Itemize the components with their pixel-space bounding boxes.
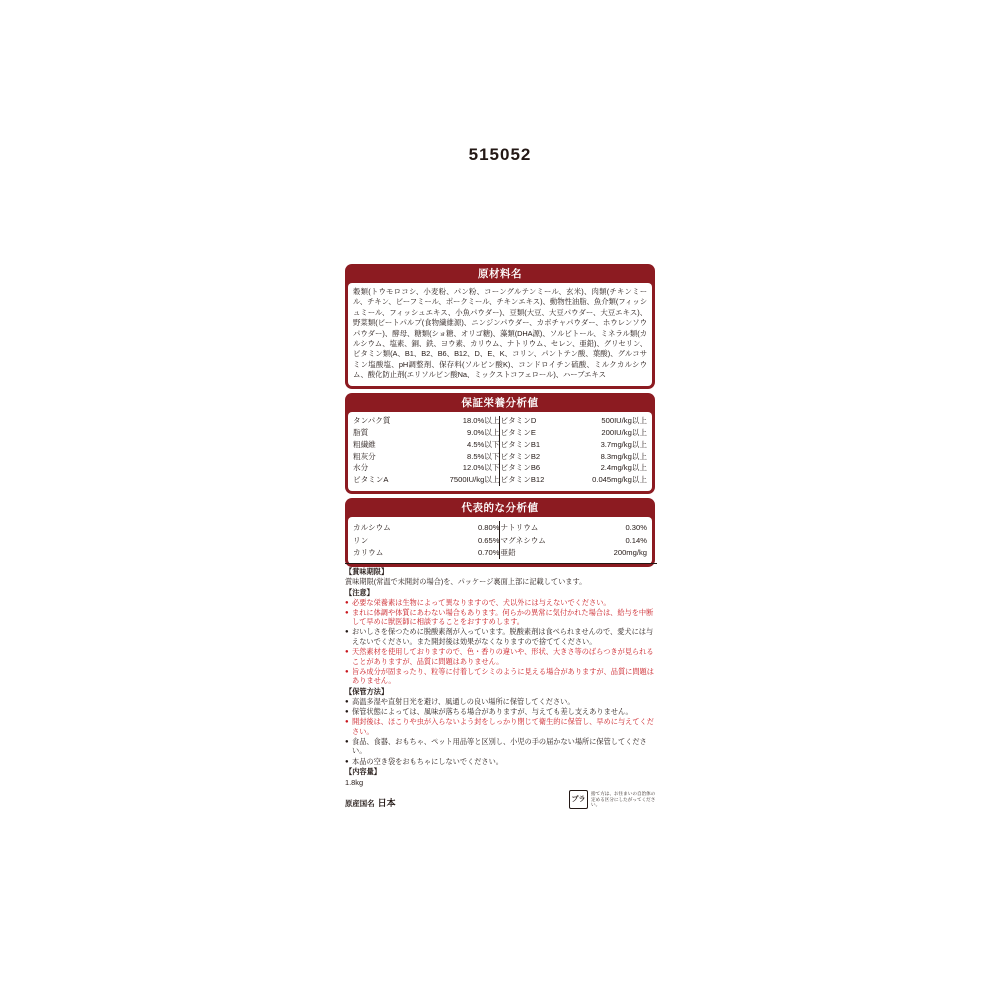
table-row [353,534,647,547]
nutrient-value: 200mg/kg [613,548,647,558]
nutrient-value: 0.70% [477,548,500,558]
list-item: ● 食品、食器、おもちゃ、ペット用品等と区別し、小児の手の届かない場所に保管してください。 [345,737,657,756]
guaranteed-analysis-title: 保証栄養分析値 [461,396,539,409]
nutrient-value: 0.30% [625,523,647,533]
nutrient-value: 4.5%以下 [466,439,500,449]
typical-analysis-table [353,521,647,559]
table-row [353,463,647,475]
nutrient-label: 亜鉛 [500,547,574,560]
nutrient-value: 9.0%以上 [466,428,500,438]
nutrient-label: カリウム [353,548,384,558]
nutrient-value: 0.80% [477,523,500,533]
best-before-heading: 【賞味期限】 [345,567,389,576]
list-item: ● まれに体調や体質にあわない場合もあります。何らかの異常に気付かれた場合は、給与を中断して早めに獣医師に相談することをおすすめします。 [345,608,657,627]
content-value: 1.8kg [345,778,364,788]
nutrient-label: 粗灰分 [353,451,376,461]
ingredients-panel [345,264,655,389]
typical-analysis-title: 代表的な分析値 [461,502,539,515]
notes-section [345,563,657,809]
list-item: ● おいしさを保つために脱酸素剤が入っています。脱酸素剤は食べられませんので、愛犬には与えないでください。また開封後は効果がなくなりますので捨ててください。 [345,627,657,646]
nutrient-label: ビタミンE [500,427,571,439]
plastic-recycle-icon: プラ [569,790,588,809]
nutrient-label: 脂質 [353,428,369,438]
nutrient-value: 18.0%以上 [462,416,500,426]
nutrient-label: ビタミンB6 [500,463,571,475]
list-item: ● 高温多湿や直射日光を避け、風通しの良い場所に保管してください。 [345,697,657,707]
nutrient-label: タンパク質 [353,416,391,426]
guaranteed-analysis-panel [345,393,655,495]
recycle-text: 捨て方は、お住まいの自治体の定める区分にしたがってください。 [591,791,656,808]
table-row [353,451,647,463]
nutrient-value: 8.5%以下 [466,451,500,461]
caution-heading: 【注意】 [345,587,374,597]
nutrient-label: ナトリウム [500,521,574,534]
table-row [353,547,647,560]
nutrient-value: 12.0%以下 [462,463,500,473]
list-item: ● 天然素材を使用しておりますので、色・香りの違いや、形状、大きさ等のばらつきが見られることがありますが、品質に問題はありません。 [345,647,657,666]
ingredients-body [348,283,652,386]
nutrient-label: ビタミンB12 [500,475,571,487]
list-item: ● 本品の空き袋をおもちゃにしないでください。 [345,757,657,767]
nutrient-label: 粗繊維 [353,439,376,449]
nutrient-label: リン [353,535,369,545]
origin-row [345,790,657,809]
table-row [353,416,647,428]
nutrient-value: 8.3mg/kg以上 [600,451,647,461]
nutrient-value: 500IU/kg以上 [601,416,647,426]
nutrient-value: 0.045mg/kg以上 [592,475,647,485]
ingredients-text: 穀類(トウモロコシ、小麦粉、パン粉、コーングルテンミール、玄米)、肉類(チキンミール、チキン、ビーフミール、ポークミール、チキンエキス)、動物性油脂、魚介類(フィッシュミール、フィッシュエキス、小魚パウダー)、豆類(大豆、大豆パウダー、大豆エキス)、野菜類(ビートパルプ(食物繊維源)、ニンジンパウダー、カボチャパウダー、ホウレンソウパウダー)、酵母、糖類(ショ糖、オリゴ糖)、藻類(DHA源)、ソルビトール、ミネラル類(カルシウム、塩素、銅、鉄、ヨウ素、カリウム、ナトリウム、セレン、亜鉛)、グリセリン、ビタミン類(A、B1、B2、B6、B12、D、E、K、コリン、パントテン酸、葉酸)、グルコサミン塩酸塩、pH調整剤、保存料(ソルビン酸K)、コンドロイチン硫酸、ミルクカルシウム、酸化防止剤(エリソルビン酸Na、ミックストコフェロール)、ハーブエキス [353,287,647,380]
table-row [353,427,647,439]
origin-heading: 原産国名 [345,799,375,809]
nutrient-value: 0.65% [477,535,500,545]
nutrient-value: 200IU/kg以上 [601,428,647,438]
content-heading: 【内容量】 [345,767,381,777]
list-item: ● 旨み成分が固まったり、粒等に付着してシミのように見える場合がありますが、品質に問題はありません。 [345,667,657,686]
storage-heading: 【保管方法】 [345,686,389,696]
product-code: 515052 [468,145,532,164]
origin-info [345,798,396,809]
typical-analysis-panel [345,498,655,567]
list-item: ● 必要な栄養素は生物によって異なりますので、犬以外には与えないでください。 [345,598,657,608]
nutrient-value: 2.4mg/kg以上 [600,463,647,473]
best-before-text: 賞味期限(常温で未開封の場合)を、パッケージ裏面上部に記載しています。 [345,577,587,586]
nutrient-label: ビタミンB1 [500,439,571,451]
nutrient-label: カルシウム [353,523,391,533]
guaranteed-analysis-body [348,412,652,492]
origin-value: 日本 [377,798,396,809]
nutrient-label: 水分 [353,463,369,473]
typical-analysis-body [348,517,652,564]
guaranteed-analysis-table [353,416,647,487]
table-row [353,475,647,487]
ingredients-title: 原材料名 [478,268,522,280]
nutrient-label: ビタミンB2 [500,451,571,463]
recycle-info [569,790,657,809]
list-item: ● 保管状態によっては、風味が落ちる場合がありますが、与えても差し支えありません。 [345,707,657,717]
nutrient-value: 7500IU/kg以上 [449,475,500,485]
nutrient-value: 3.7mg/kg以上 [600,439,647,449]
table-row [353,521,647,534]
nutrient-label: マグネシウム [500,534,574,547]
label-block [345,264,655,571]
nutrient-value: 0.14% [625,535,647,545]
nutrient-label: ビタミンA [353,475,389,485]
nutrient-label: ビタミンD [500,416,571,428]
list-item: ● 開封後は、ほこりや虫が入らないよう封をしっかり閉じて衛生的に保管し、早めに与えてください。 [345,717,657,736]
table-row [353,439,647,451]
